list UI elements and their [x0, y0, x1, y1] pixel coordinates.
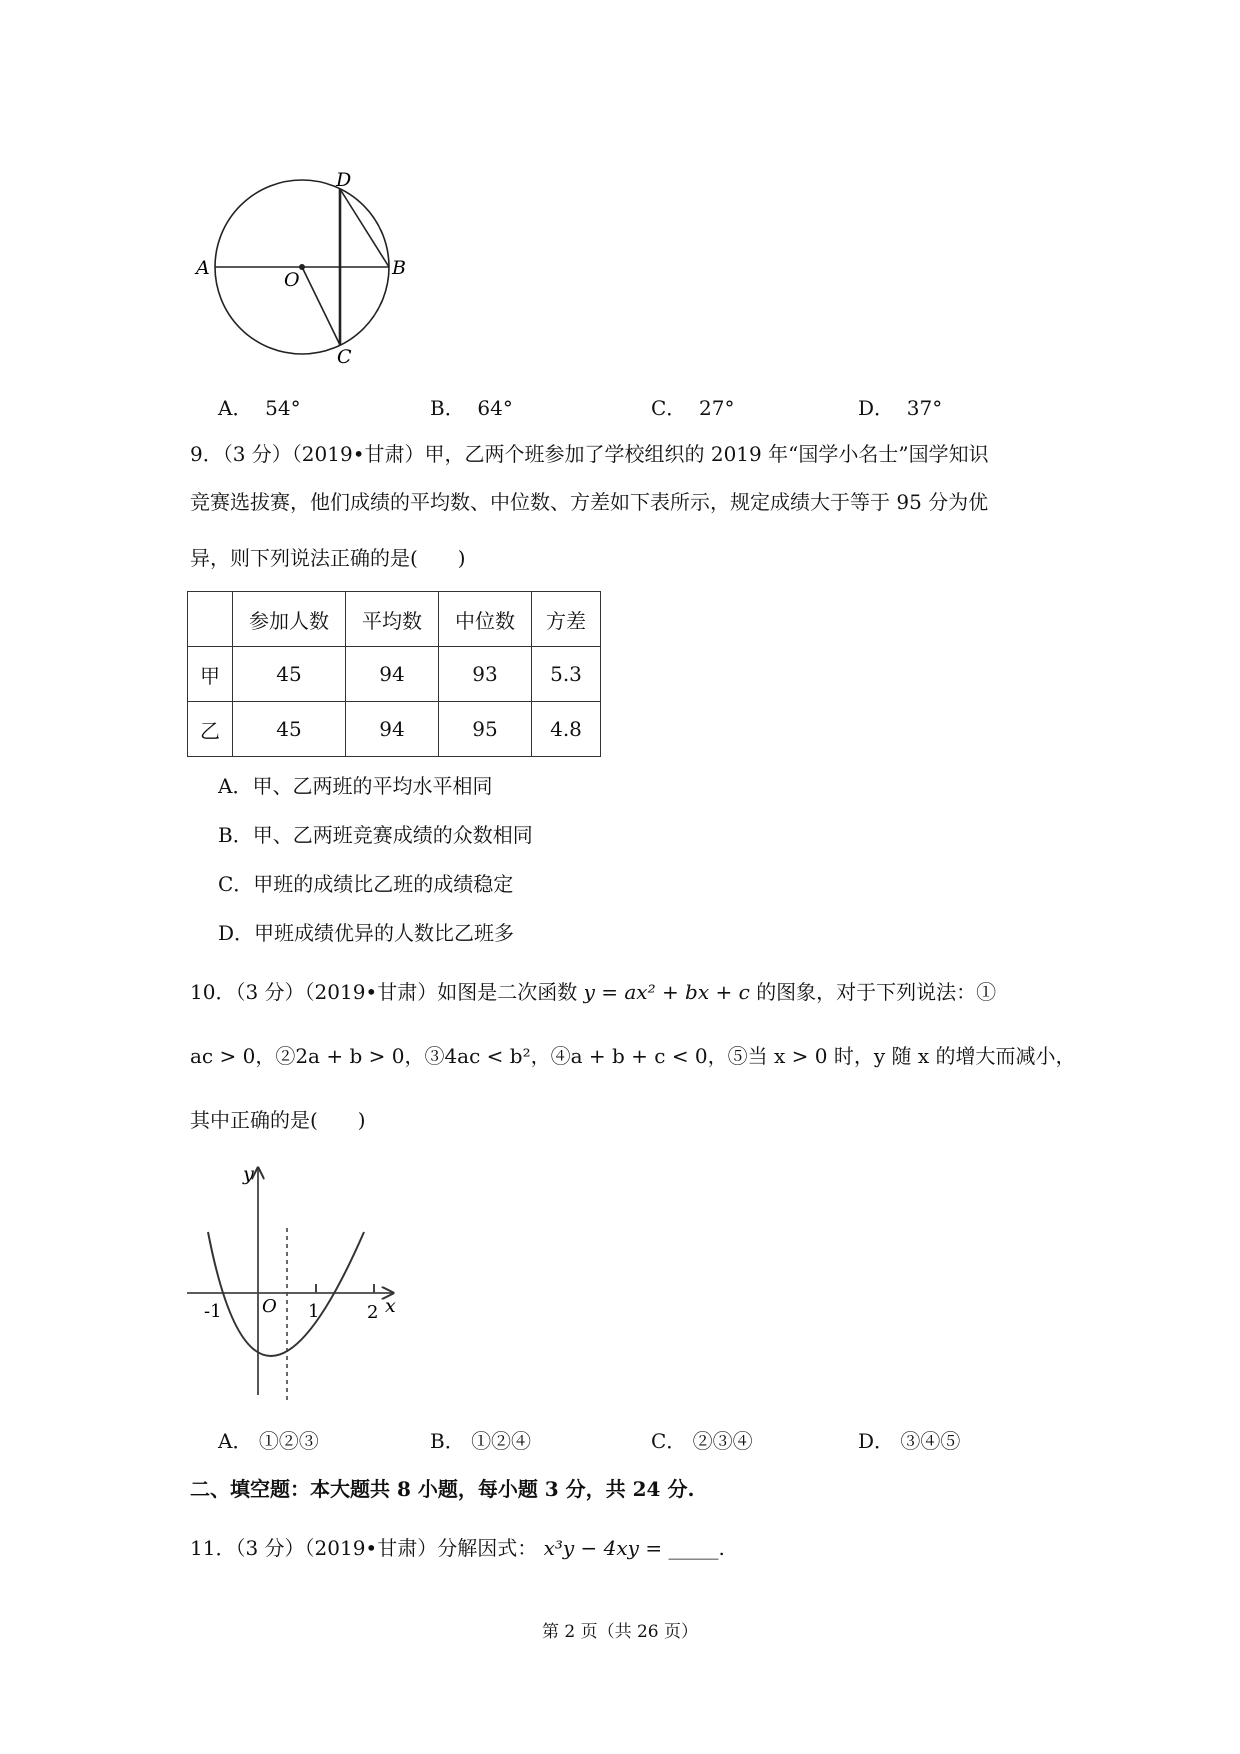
table-header-row — [188, 592, 601, 647]
parabola-graph — [180, 1160, 410, 1405]
graph-label-neg1: -1 — [204, 1301, 222, 1322]
table-cell: 94 — [346, 702, 439, 757]
q10-option-a: A． ①②③ — [218, 1429, 319, 1453]
q11-end: . — [718, 1536, 725, 1560]
q11-prefix: 11．（3 分）（2019•甘肃）分解因式： — [190, 1536, 538, 1560]
circle-figure — [190, 165, 420, 365]
label-c: C — [337, 346, 352, 365]
q10-line-2: ac > 0，②2a + b > 0，③4ac < b²，④a + b + c < 0，⑤当 x > 0 时，y 随 x 的增大而减小， — [190, 1044, 1076, 1068]
label-o: O — [284, 269, 300, 291]
section-heading: 二、填空题：本大题共 8 小题，每小题 3 分，共 24 分. — [190, 1477, 695, 1501]
q9-option-a: A．甲、乙两班的平均水平相同 — [218, 774, 493, 798]
q9-line-3: 异，则下列说法正确的是( ) — [190, 546, 466, 570]
label-b: B — [392, 257, 406, 279]
table-cell: 5.3 — [532, 647, 601, 702]
q9-line-1: 9．（3 分）（2019•甘肃）甲，乙两个班参加了学校组织的 2019 年“国学小名士”国学知识 — [190, 442, 989, 466]
table-header-cell: 平均数 — [346, 592, 439, 647]
graph-label-1: 1 — [308, 1301, 320, 1322]
chord-db — [340, 189, 389, 267]
parabola-curve — [208, 1232, 364, 1356]
q11-line — [190, 1534, 725, 1562]
q9-table — [187, 591, 601, 757]
table-cell: 93 — [439, 647, 532, 702]
q10-prefix: 10．（3 分）（2019•甘肃）如图是二次函数 — [190, 980, 578, 1004]
q11-blank: _____ — [668, 1536, 719, 1560]
table-cell: 甲 — [188, 647, 233, 702]
graph-label-y: y — [243, 1163, 254, 1185]
q10-formula: y = ax² + bx + c — [583, 980, 750, 1004]
page-footer: 第 2 页（共 26 页） — [541, 1622, 699, 1642]
table-cell: 4.8 — [532, 702, 601, 757]
q10-option-d: D． ③④⑤ — [858, 1429, 961, 1453]
q8-option-a: A． 54° — [218, 396, 301, 420]
table-header-cell — [188, 592, 233, 647]
q9-option-b: B．甲、乙两班竞赛成绩的众数相同 — [218, 823, 533, 847]
q8-option-b: B． 64° — [430, 396, 513, 420]
table-header-cell: 参加人数 — [233, 592, 346, 647]
q10-suffix: 的图象，对于下列说法：① — [756, 980, 997, 1004]
table-cell: 45 — [233, 702, 346, 757]
table-cell: 95 — [439, 702, 532, 757]
label-d: D — [336, 169, 352, 191]
graph-label-x: x — [385, 1295, 396, 1317]
table-row — [188, 647, 601, 702]
q10-option-c: C． ②③④ — [651, 1429, 753, 1453]
q8-options — [218, 392, 1038, 422]
q10-option-b: B． ①②④ — [430, 1429, 532, 1453]
table-header-cell: 中位数 — [439, 592, 532, 647]
q9-line-2: 竞赛选拔赛，他们成绩的平均数、中位数、方差如下表所示，规定成绩大于等于 95 分为优 — [190, 490, 989, 514]
table-row — [188, 702, 601, 757]
table-cell: 乙 — [188, 702, 233, 757]
center-dot — [299, 264, 305, 270]
q11-formula: x³y − 4xy = — [543, 1536, 663, 1560]
q10-line-3: 其中正确的是( ) — [190, 1108, 366, 1132]
q10-line-1 — [190, 978, 996, 1006]
radius-oc — [302, 267, 340, 345]
label-a: A — [196, 257, 210, 279]
graph-label-2: 2 — [367, 1302, 379, 1323]
table-cell: 94 — [346, 647, 439, 702]
graph-label-o: O — [262, 1296, 277, 1317]
q8-option-c: C． 27° — [651, 396, 735, 420]
q10-options — [218, 1425, 1038, 1455]
q8-option-d: D． 37° — [858, 396, 943, 420]
table-header-cell: 方差 — [532, 592, 601, 647]
q9-option-d: D．甲班成绩优异的人数比乙班多 — [218, 921, 515, 945]
q9-option-c: C．甲班的成绩比乙班的成绩稳定 — [218, 872, 514, 896]
table-cell: 45 — [233, 647, 346, 702]
